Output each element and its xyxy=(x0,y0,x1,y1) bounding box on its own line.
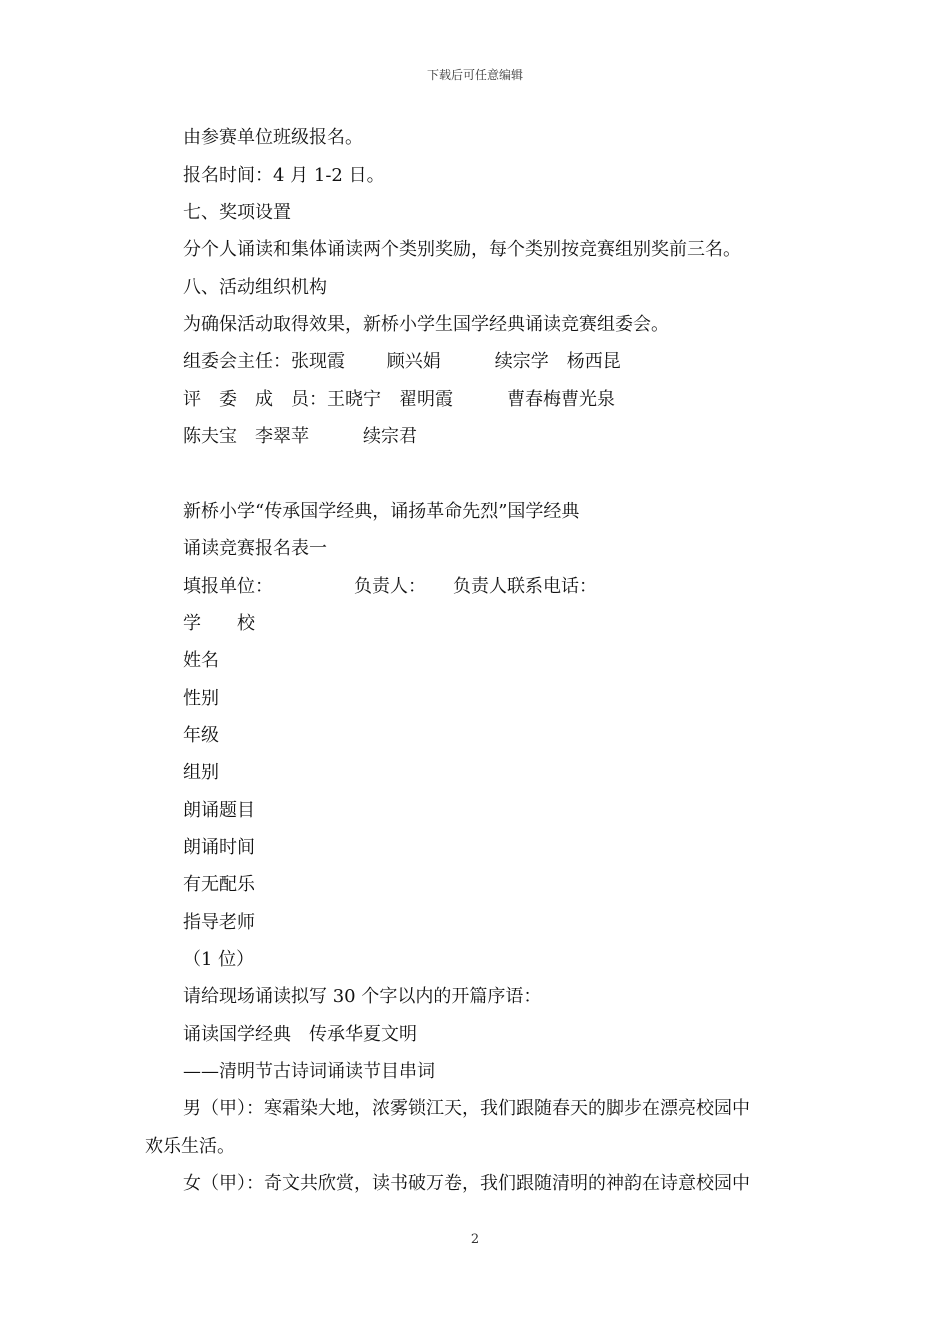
dialogue-line-continued: 欢乐生活。 xyxy=(145,1136,235,1157)
form-subtitle: 诵读竞赛报名表一 xyxy=(183,538,327,559)
dialogue-line: 男（甲）：寒霜染大地，浓雾锁江天，我们跟随春天的脚步在漂亮校园中 xyxy=(183,1098,750,1119)
form-field-label: 组别 xyxy=(183,762,219,783)
text-line: 分个人诵读和集体诵读两个类别奖励，每个类别按竞赛组别奖前三名。 xyxy=(183,239,741,260)
form-title: 新桥小学“传承国学经典，诵扬革命先烈”国学经典 xyxy=(183,501,580,522)
page-header: 下载后可任意编辑 xyxy=(426,68,523,82)
dialogue-line: 女（甲）：奇文共欣赏，读书破万卷，我们跟随清明的神韵在诗意校园中 xyxy=(183,1173,750,1194)
text-line: 由参赛单位班级报名。 xyxy=(183,127,363,148)
form-fill-line: 填报单位： 负责人： 负责人联系电话： xyxy=(183,576,597,597)
text-line: 报名时间：4 月 1-2 日。 xyxy=(183,165,385,186)
script-subtitle: ——清明节古诗词诵读节目串词 xyxy=(183,1061,435,1082)
text-line: 请给现场诵读拟写 30 个字以内的开篇序语： xyxy=(183,986,542,1007)
committee-director-line: 组委会主任：张现霞 顾兴娟 续宗学 杨西昆 xyxy=(183,351,621,372)
form-field-label: 朗诵题目 xyxy=(183,800,255,821)
judges-line: 评 委 成 员：王晓宁 翟明霞 曹春梅曹光泉 xyxy=(183,389,615,410)
section-heading: 八、活动组织机构 xyxy=(183,277,327,298)
form-field-label: 性别 xyxy=(183,688,219,709)
form-field-label: 有无配乐 xyxy=(183,874,255,895)
form-field-label: 姓名 xyxy=(183,650,219,671)
script-title: 诵读国学经典 传承华夏文明 xyxy=(183,1024,417,1045)
form-field-label: 学 校 xyxy=(183,613,255,634)
judges-continued-line: 陈夫宝 李翠苹 续宗君 xyxy=(183,426,417,447)
form-field-label: 年级 xyxy=(183,725,219,746)
page-number: 2 xyxy=(470,1232,480,1247)
form-field-label: 指导老师 xyxy=(183,912,255,933)
form-field-label: （1 位） xyxy=(183,949,255,970)
form-field-label: 朗诵时间 xyxy=(183,837,255,858)
section-heading: 七、奖项设置 xyxy=(183,202,291,223)
text-line: 为确保活动取得效果，新桥小学生国学经典诵读竞赛组委会。 xyxy=(183,314,669,335)
